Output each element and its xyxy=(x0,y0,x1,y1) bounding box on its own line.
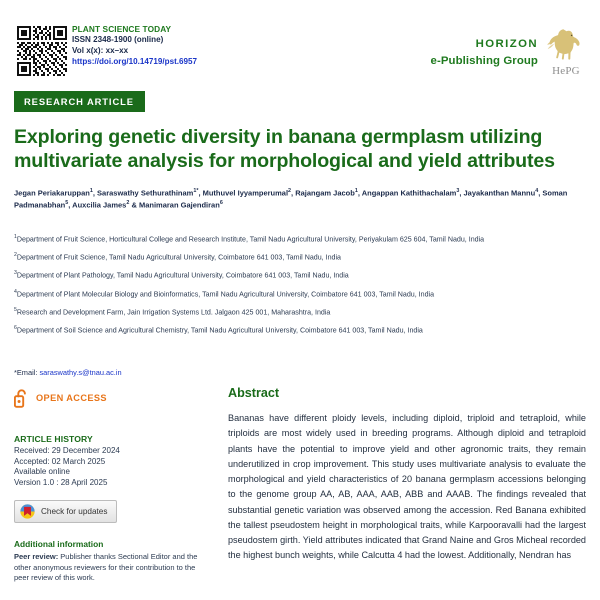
affiliation-item: $^1$Department of Fruit Science, Horticultural College and Research Institute, Tamil Nadu Agricultural University, Periyakulam 625 604, Tamil Nadu, India xyxy=(14,234,485,244)
abstract-text: Bananas have different ploidy levels, including diploid, triploid and tetraploid, while triploids are most widely used in breeding programs. Although diploid and tetraploid plants have the potential to improve yield and other agronomic traits, they remain underutilized in crop improvement. This study uses multivariate analysis to evaluate the morphological and yield characteristics of 20 banana germplasm accessions belonging to the genome group AA, AB, AAA, AAB, ABB and AAAB. The findings revealed that substantial genetic variation was observed among the accession. Red Banana exhibited the tallest pseudostem height in morphological traits, while Karpooravalli had the largest pseudostem girth. Yield attributes indicated that Grand Naine and Gros Micheal recorded the highest bunch weights, while Calcutta 4 had the lowest. Additionally, Nendran has xyxy=(228,413,586,561)
publisher-line-horizon: HORIZON xyxy=(475,37,538,50)
open-access-label: OPEN ACCESS xyxy=(36,393,107,403)
page-title: Exploring genetic diversity in banana germplasm utilizing multivariate analysis for morphological and yield attributes xyxy=(14,126,555,172)
affiliation-list xyxy=(14,234,589,343)
publisher-name xyxy=(431,36,538,69)
publisher-line-epublishing: e-Publishing Group xyxy=(430,54,538,67)
article-history xyxy=(14,434,210,488)
masthead xyxy=(0,0,600,107)
abstract-heading: Abstract xyxy=(228,386,280,400)
affiliation-item: $^3$Department of Plant Pathology, Tamil Nadu Agricultural University, Coimbatore 641 003, Tamil Nadu, India xyxy=(14,270,349,280)
qr-code-icon xyxy=(17,26,67,76)
email-label: *Email: xyxy=(14,368,38,377)
crossmark-icon xyxy=(20,504,35,519)
journal-volume: Vol x(x): xx–xx xyxy=(72,45,129,55)
author-list: Jegan Periakaruppan$^1$, Saraswathy Sethurathinam$^{1*}$, Muthuvel Iyyamperumal$^2$, Rajangam Jacob$^1$, Angappan Kathithachalam$^3$, Jayakanthan Mannu$^4$, Soman Padmanabhan$^5$, Auxcilia James$^2$ & Manimaran Gajendiran$^6$ xyxy=(14,188,568,210)
open-lock-icon xyxy=(14,388,29,408)
received-date: Received: 29 December 2024 xyxy=(14,446,120,455)
publisher-mark: HePG xyxy=(552,65,580,77)
winged-horse-icon xyxy=(546,28,586,62)
additional-information-heading: Additional information xyxy=(14,539,104,550)
peer-review-label: Peer review: xyxy=(14,552,59,562)
available-online-label: Available online xyxy=(14,467,70,477)
journal-title: PLANT SCIENCE TODAY xyxy=(72,24,172,34)
doi-link[interactable]: https://doi.org/10.14719/pst.6957 xyxy=(72,56,198,66)
accepted-date: Accepted: 02 March 2025 xyxy=(14,456,106,466)
article-type-badge: RESEARCH ARTICLE xyxy=(14,91,145,112)
additional-information xyxy=(14,539,210,584)
version-date: Version 1.0 : 28 April 2025 xyxy=(14,477,108,487)
peer-review-text: Publisher thanks Sectional Editor and the other anonymous reviewers for their contribution to the peer review of this work. xyxy=(14,552,198,583)
affiliation-item: $^4$Department of Plant Molecular Biology and Bioinformatics, Tamil Nadu Agricultural University, Coimbatore 641 003, Tamil Nadu, India xyxy=(14,288,435,299)
affiliation-item: $^5$Research and Development Farm, Jain Irrigation Systems Ltd. Jalgaon 425 001, Maharashtra, India xyxy=(14,306,331,317)
abstract-section xyxy=(228,386,586,564)
check-for-updates-label: Check for updates xyxy=(41,507,108,517)
peer-review-note xyxy=(14,552,210,584)
journal-info xyxy=(72,24,197,68)
publisher-logo xyxy=(544,28,588,77)
journal-issn: ISSN 2348-1900 (online) xyxy=(72,35,164,45)
affiliation-item: $^6$Department of Soil Science and Agricultural Chemistry, Tamil Nadu Agricultural University, Coimbatore 641 003, Tamil Nadu, India xyxy=(14,325,423,335)
check-for-updates-button[interactable] xyxy=(14,500,117,523)
email-address[interactable]: saraswathy.s@tnau.ac.in xyxy=(39,368,122,377)
sidebar xyxy=(14,368,210,584)
open-access-banner[interactable] xyxy=(14,388,210,408)
publisher-block xyxy=(431,28,588,77)
affiliation-item: $^2$Department of Fruit Science, Tamil Nadu Agricultural University, Coimbatore 641 003, Tamil Nadu, India xyxy=(14,252,341,262)
article-history-heading: ARTICLE HISTORY xyxy=(14,434,93,444)
corresponding-email xyxy=(14,368,210,377)
